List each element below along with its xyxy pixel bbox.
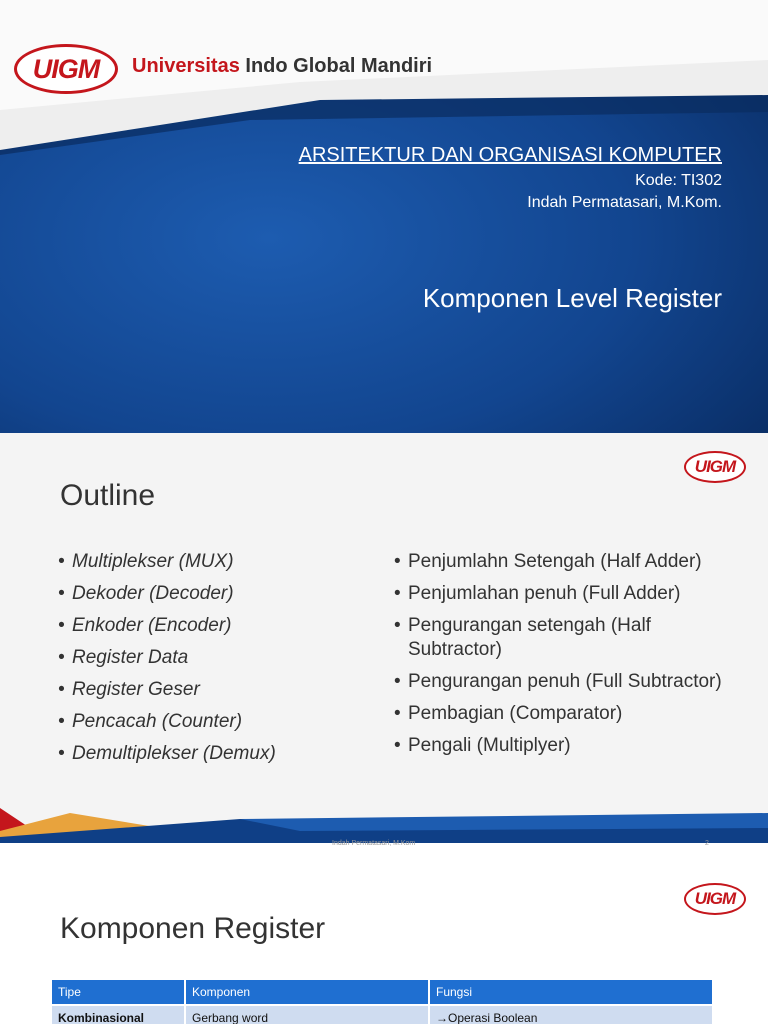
slide-title: Komponen Register — [60, 912, 326, 945]
footer-author: Indah Permatasari, M.Kom — [332, 840, 416, 847]
slide-title: Komponen Level Register — [422, 283, 722, 313]
column-header-fungsi: Fungsi — [429, 980, 713, 1005]
university-name-part1: Universitas — [132, 55, 240, 77]
list-item: • Pengurangan penuh (Full Subtractor) — [394, 670, 724, 694]
table-header-row — [52, 980, 713, 1005]
uigm-logo: UIGM — [684, 883, 746, 915]
list-item: • Pencacah (Counter) — [58, 710, 378, 734]
table-cell: Gerbang word — [185, 1005, 429, 1024]
list-item: • Register Geser — [58, 678, 378, 702]
list-item: • Enkoder (Encoder) — [58, 614, 378, 638]
page-number: 2 — [705, 840, 709, 847]
course-code: Kode: TI302 — [635, 172, 722, 189]
title-slide — [0, 0, 768, 433]
list-item: • Demultiplekser (Demux) — [58, 742, 378, 766]
outline-list-left — [58, 550, 378, 774]
table-cell: Kombinasional — [52, 1005, 185, 1024]
university-name — [132, 55, 432, 78]
list-item: • Penjumlahn Setengah (Half Adder) — [394, 550, 724, 574]
university-name-part2: Indo Global Mandiri — [245, 55, 433, 77]
table-cell: →Operasi Boolean — [429, 1005, 713, 1024]
uigm-logo: UIGM — [684, 451, 746, 483]
slide-title: Outline — [60, 479, 156, 512]
course-title: ARSITEKTUR DAN ORGANISASI KOMPUTER — [298, 144, 722, 166]
outline-slide — [0, 433, 768, 867]
register-component-table — [52, 980, 714, 1024]
list-item: • Register Data — [58, 646, 378, 670]
list-item: • Pengurangan setengah (Half Subtractor) — [394, 614, 724, 662]
column-header-tipe: Tipe — [52, 980, 185, 1005]
column-header-komponen: Komponen — [185, 980, 429, 1005]
list-item: • Pembagian (Comparator) — [394, 702, 724, 726]
list-item: • Pengali (Multiplyer) — [394, 734, 724, 758]
list-item: • Dekoder (Decoder) — [58, 582, 378, 606]
outline-list-right — [394, 550, 724, 766]
register-slide — [0, 867, 768, 1024]
list-item: • Penjumlahan penuh (Full Adder) — [394, 582, 724, 606]
lecturer-name: Indah Permatasari, M.Kom. — [527, 194, 722, 211]
list-item: • Multiplekser (MUX) — [58, 550, 378, 574]
uigm-logo: UIGM — [14, 44, 118, 94]
table-row — [52, 1005, 713, 1024]
